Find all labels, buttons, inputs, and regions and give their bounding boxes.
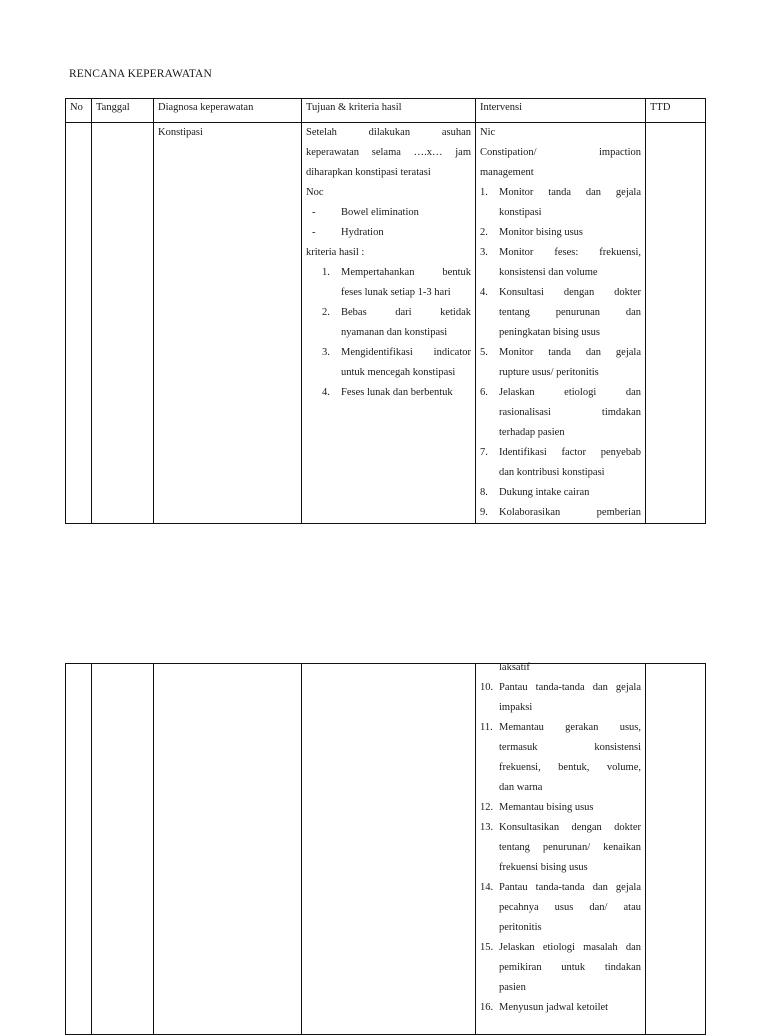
list-line: pasien	[499, 982, 526, 993]
cell-tujuan	[302, 123, 476, 524]
tujuan-intro-line: diharapkan konstipasi teratasi	[306, 167, 431, 178]
list-number: 10.	[480, 682, 494, 693]
list-line: Feses lunak dan berbentuk	[341, 387, 453, 398]
list-number: 16.	[480, 1002, 494, 1013]
list-item	[480, 998, 641, 1018]
list-line: Pantau tanda-tanda dan gejala	[499, 682, 641, 693]
list-line: Monitor tanda dan gejala	[499, 347, 641, 358]
list-line: feses lunak setiap 1-3 hari	[341, 287, 451, 298]
list-line: peningkatan bising usus	[499, 327, 600, 338]
list-number: 14.	[480, 882, 494, 893]
header-ttd: TTD	[646, 99, 706, 123]
list-line: frekuensi bising usus	[499, 862, 588, 873]
list-line: Mengidentifikasi indicator	[341, 347, 471, 358]
list-number: 13.	[480, 822, 494, 833]
care-plan-table-continued	[65, 663, 706, 1035]
list-line: termasuk konsistensi	[499, 742, 641, 753]
list-number: 1.	[480, 187, 488, 198]
list-item	[480, 243, 641, 283]
header-tanggal: Tanggal	[92, 99, 154, 123]
list-line: Memantau gerakan usus,	[499, 722, 641, 733]
cell-intervensi	[476, 664, 646, 1035]
list-line: terhadap pasien	[499, 427, 565, 438]
list-number: 8.	[480, 487, 488, 498]
list-line: Dukung intake cairan	[499, 487, 590, 498]
list-line: Kolaborasikan pemberian	[499, 507, 641, 518]
list-line: dan kontribusi konstipasi	[499, 467, 605, 478]
table-header-row	[66, 99, 706, 123]
noc-list	[306, 203, 471, 243]
list-number: 11.	[480, 722, 493, 733]
list-line: pemikiran untuk tindakan	[499, 962, 641, 973]
list-line: tentang penurunan/ kenaikan	[499, 842, 641, 853]
list-item	[480, 678, 641, 718]
list-number: 15.	[480, 942, 494, 953]
kriteria-label: kriteria hasil :	[306, 247, 365, 258]
list-line: Konsultasikan dengan dokter	[499, 822, 641, 833]
list-line: pecahnya usus dan/ atau	[499, 902, 641, 913]
header-no: No	[66, 99, 92, 123]
list-number: 3.	[480, 247, 488, 258]
list-item	[480, 798, 641, 818]
list-number: 3.	[322, 347, 330, 358]
list-item	[480, 878, 641, 938]
list-line: Mempertahankan bentuk	[341, 267, 471, 278]
kriteria-ordered-list	[322, 263, 471, 403]
list-line: Jelaskan etiologi masalah dan	[499, 942, 641, 953]
table-row	[66, 664, 706, 1035]
list-line: Memantau bising usus	[499, 802, 594, 813]
list-item	[322, 343, 471, 383]
list-number: 4.	[322, 387, 330, 398]
list-line: Monitor feses: frekuensi,	[499, 247, 641, 258]
kriteria-list	[306, 263, 471, 403]
list-line: rupture usus/ peritonitis	[499, 367, 599, 378]
noc-label: Noc	[306, 187, 324, 198]
list-line: Jelaskan etiologi dan	[499, 387, 641, 398]
list-item	[480, 283, 641, 343]
list-item	[480, 718, 641, 798]
list-item	[322, 303, 471, 343]
list-item	[480, 938, 641, 998]
list-number: 12.	[480, 802, 494, 813]
list-item	[480, 223, 641, 243]
care-plan-table	[65, 98, 706, 524]
list-item	[480, 383, 641, 443]
list-item	[480, 503, 641, 523]
list-number: 2.	[322, 307, 330, 318]
cell-tanggal	[92, 664, 154, 1035]
document-title: RENCANA KEPERAWATAN	[69, 68, 212, 80]
list-item	[322, 383, 471, 403]
list-line: dan warna	[499, 782, 543, 793]
list-line: peritonitis	[499, 922, 542, 933]
cell-tujuan	[302, 664, 476, 1035]
cell-no	[66, 123, 92, 524]
list-line: rasionalisasi timdakan	[499, 407, 641, 418]
list-number: 1.	[322, 267, 330, 278]
list-item	[480, 183, 641, 223]
list-line: impaksi	[499, 702, 533, 713]
list-line: Monitor bising usus	[499, 227, 584, 238]
list-line: Konsultasi dengan dokter	[499, 287, 641, 298]
list-number: 7.	[480, 447, 488, 458]
header-intervensi: Intervensi	[476, 99, 646, 123]
nic-title-line: Constipation/ impaction	[480, 147, 641, 158]
list-line: konsistensi dan volume	[499, 267, 598, 278]
list-line: Bebas dari ketidak	[341, 307, 471, 318]
list-line: untuk mencegah konstipasi	[341, 367, 456, 378]
tujuan-intro-line: keperawatan selama ….x… jam	[306, 147, 471, 158]
cell-ttd	[646, 123, 706, 524]
list-item	[480, 818, 641, 878]
list-number: 4.	[480, 287, 488, 298]
cell-tanggal	[92, 123, 154, 524]
list-line: konstipasi	[499, 207, 542, 218]
cell-diagnosa	[154, 664, 302, 1035]
list-number: 2.	[480, 227, 488, 238]
list-line: frekuensi, bentuk, volume,	[499, 762, 641, 773]
list-line: Pantau tanda-tanda dan gejala	[499, 882, 641, 893]
cell-ttd	[646, 664, 706, 1035]
cell-no	[66, 664, 92, 1035]
nic-label: Nic	[480, 127, 496, 138]
continuation-text: laksatif	[499, 662, 530, 673]
intervensi-list	[480, 183, 641, 523]
list-item	[480, 443, 641, 483]
nic-title-line: management	[480, 167, 534, 178]
list-line: tentang penurunan dan	[499, 307, 641, 318]
table-row	[66, 123, 706, 524]
header-diagnosa: Diagnosa keperawatan	[154, 99, 302, 123]
header-tujuan: Tujuan & kriteria hasil	[302, 99, 476, 123]
list-line: nyamanan dan konstipasi	[341, 327, 448, 338]
list-item: - Bowel elimination	[312, 207, 419, 218]
cell-diagnosa: Konstipasi	[154, 123, 302, 524]
list-item	[322, 263, 471, 303]
list-number: 5.	[480, 347, 488, 358]
list-number: 9.	[480, 507, 488, 518]
list-line: Menyusun jadwal ketoilet	[499, 1002, 609, 1013]
list-line: Identifikasi factor penyebab	[499, 447, 641, 458]
list-number: 6.	[480, 387, 488, 398]
cell-intervensi	[476, 123, 646, 524]
intervensi-list	[480, 678, 641, 1018]
list-item	[480, 483, 641, 503]
list-item	[480, 343, 641, 383]
tujuan-intro-line: Setelah dilakukan asuhan	[306, 127, 471, 138]
list-line: Monitor tanda dan gejala	[499, 187, 641, 198]
list-item: - Hydration	[312, 227, 384, 238]
